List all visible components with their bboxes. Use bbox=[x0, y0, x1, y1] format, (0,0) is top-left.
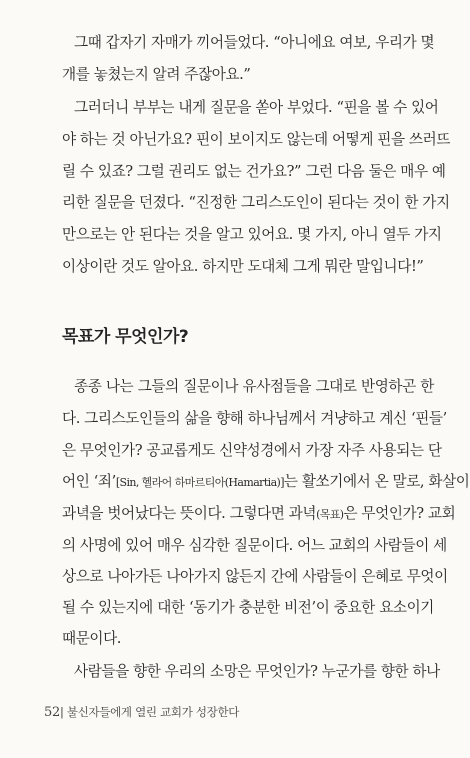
text-line: 그때 갑자기 자매가 끼어들었다. “아니에요 여보, 우리가 몇 bbox=[74, 34, 435, 51]
page-number: 52 bbox=[44, 705, 60, 720]
text-line: 다. 그리스도인들의 삶을 향해 하나님께서 겨냥하고 계신 ‘핀들’ bbox=[62, 410, 447, 427]
text-line: 야 하는 것 아닌가요? 핀이 보이지도 않는데 어떻게 핀을 쓰러뜨 bbox=[62, 131, 451, 148]
footer-divider: | bbox=[59, 705, 67, 719]
text-line: 개를 놓쳤는지 알려 주잖아요.” bbox=[62, 66, 251, 83]
text-line: 만으로는 안 된다는 것을 알고 있어요. 몇 가지, 아니 열두 가지 bbox=[62, 226, 442, 243]
text-line: 의 사명에 있어 매우 심각한 질문이다. 어느 교회의 사람들이 세 bbox=[62, 537, 447, 554]
text-line: 릴 수 있죠? 그럴 권리도 없는 건가요?” 그런 다음 둘은 매우 예 bbox=[62, 163, 446, 180]
annotation-text: (목표) bbox=[316, 508, 344, 521]
text-line: 리한 질문을 던졌다. “진정한 그리스도인이 된다는 것이 한 가지 bbox=[62, 194, 450, 211]
text-line: 종종 나는 그들의 질문이나 유사점들을 그대로 반영하곤 한 bbox=[74, 378, 434, 395]
text-line: 그러더니 부부는 내게 질문을 쏟아 부었다. “핀을 볼 수 있어 bbox=[74, 99, 439, 116]
text-line: 될 수 있는지에 대한 ‘동기가 충분한 비전’이 중요한 요소이기 bbox=[62, 599, 434, 616]
text-line: 이상이란 것도 알아요. 하지만 도대체 그게 뭐란 말입니다!” bbox=[62, 258, 424, 275]
text-run: 는 활쏘기에서 온 말로, 화살이 bbox=[283, 473, 470, 490]
text-line: 은 무엇인가? 공교롭게도 신약성경에서 가장 자주 사용되는 단 bbox=[62, 442, 442, 459]
page-footer bbox=[44, 704, 239, 720]
text-run: 어인 ‘죄’ bbox=[62, 473, 116, 490]
text-line bbox=[62, 472, 470, 493]
running-title: 불신자들에게 열린 교회가 성장한다 bbox=[66, 705, 240, 719]
text-run: 과녁을 벗어났다는 뜻이다. 그렇다면 과녁 bbox=[62, 505, 317, 522]
text-line bbox=[62, 504, 456, 525]
text-run: 은 무엇인가? 교회 bbox=[343, 505, 456, 522]
text-line: 때문이다. bbox=[62, 630, 122, 647]
section-heading: 목표가 무엇인가? bbox=[62, 327, 189, 347]
annotation-text: [Sin, 헬라어 하마르티아(Hamartia)] bbox=[115, 476, 284, 489]
text-line: 사람들을 향한 우리의 소망은 무엇인가? 누군가를 향한 하나 bbox=[74, 663, 440, 680]
text-line: 상으로 나아가든 나아가지 않든지 간에 사람들이 은혜로 무엇이 bbox=[62, 568, 448, 585]
